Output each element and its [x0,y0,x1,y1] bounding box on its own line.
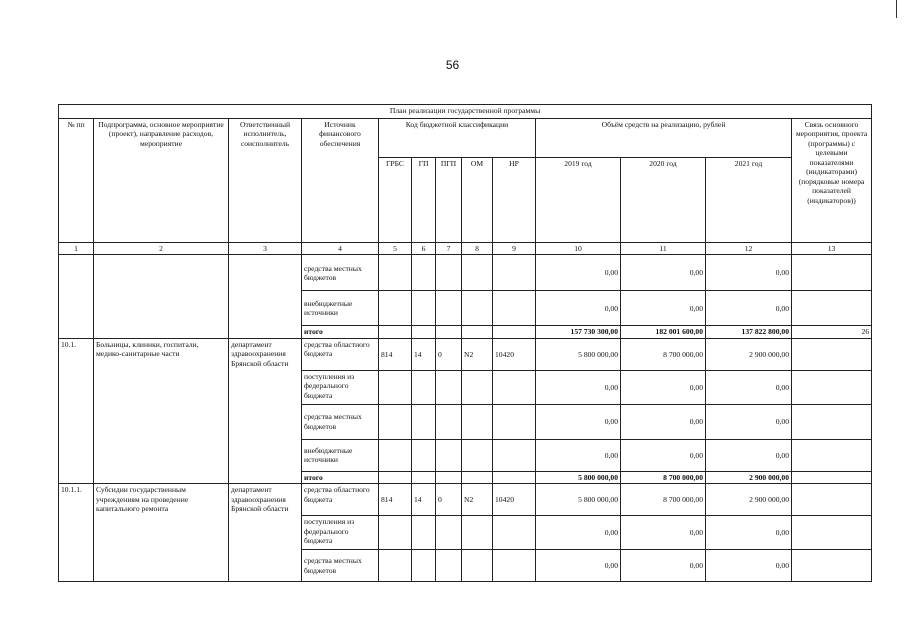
pgp-cell: 0 [436,338,462,370]
total-2021: 2 900 000,00 [706,471,792,483]
value-2020: 0,00 [621,291,706,326]
header-grbs: ГРБС [379,158,412,243]
value-2019: 0,00 [536,550,621,582]
row-name-cell: Субсидии государственным учреждениям на проведение капитального ремонта [94,484,229,582]
source-cell: средства областного бюджета [302,484,379,516]
source-cell: внебюджетные источники [302,291,379,326]
value-2020: 0,00 [621,550,706,582]
value-2019: 0,00 [536,370,621,404]
value-2020: 0,00 [621,255,706,291]
om-cell: N2 [462,484,493,516]
source-cell: внебюджетные источники [302,439,379,471]
om-cell: N2 [462,338,493,370]
value-2020: 0,00 [621,370,706,404]
source-cell: итого [302,471,379,483]
row-name-cell: Больницы, клиники, госпитали, медико-санитарные части [94,338,229,483]
nr-cell: 10420 [493,484,536,516]
page-edge-mark [896,0,897,18]
value-2020: 8 700 000,00 [621,484,706,516]
row-executor-cell [229,255,302,338]
table-row [59,484,872,516]
table-row [59,255,872,291]
pgp-cell: 0 [436,484,462,516]
value-2021: 2 900 000,00 [706,338,792,370]
header-pgp: ПГП [436,158,462,243]
col-number: 6 [412,243,436,255]
col-number: 4 [302,243,379,255]
table-row [59,338,872,370]
grbs-cell: 814 [379,338,412,370]
source-cell: средства местных бюджетов [302,550,379,582]
header-2021: 2021 год [706,158,792,243]
col-number: 13 [792,243,872,255]
col-number: 7 [436,243,462,255]
col-number: 2 [94,243,229,255]
page-number: 56 [445,58,460,72]
value-2019: 0,00 [536,255,621,291]
col-number: 1 [59,243,94,255]
row-executor-cell: департамент здравоохранения Брянской области [229,338,302,483]
source-cell: поступления из федерального бюджета [302,370,379,404]
gp-cell: 14 [412,484,436,516]
value-2019: 0,00 [536,439,621,471]
value-2019: 0,00 [536,404,621,439]
col-number: 10 [536,243,621,255]
header-2019: 2019 год [536,158,621,243]
header-om: ОМ [462,158,493,243]
value-2021: 0,00 [706,550,792,582]
value-2021: 0,00 [706,370,792,404]
header-num: № пп [59,119,94,243]
value-2019: 5 800 000,00 [536,484,621,516]
header-source: Источник финансового обеспечения [302,119,379,243]
header-2020: 2020 год [621,158,706,243]
row-name-cell [94,255,229,338]
value-2019: 0,00 [536,291,621,326]
source-cell: средства областного бюджета [302,338,379,370]
value-2020: 0,00 [621,516,706,550]
gp-cell: 14 [412,338,436,370]
column-number-row [59,243,872,255]
source-cell: итого [302,326,379,338]
nr-cell: 10420 [493,338,536,370]
value-2021: 0,00 [706,404,792,439]
value-2019: 0,00 [536,516,621,550]
header-nr: НР [493,158,536,243]
header-budget-code: Код бюджетной классификации [379,119,536,158]
source-cell: поступления из федерального бюджета [302,516,379,550]
value-2021: 0,00 [706,439,792,471]
row-num-cell: 10.1. [59,338,94,483]
table-title: План реализации государственной программы [59,105,872,119]
col-number: 9 [493,243,536,255]
total-2020: 182 001 600,00 [621,326,706,338]
header-volume: Объём средств на реализацию, рублей [536,119,792,158]
row-executor-cell: департамент здравоохранения Брянской области [229,484,302,582]
col-number: 8 [462,243,493,255]
total-2021: 137 822 800,00 [706,326,792,338]
total-2020: 8 700 000,00 [621,471,706,483]
col-number: 3 [229,243,302,255]
value-2019: 5 800 000,00 [536,338,621,370]
value-2021: 0,00 [706,291,792,326]
header-executor: Ответственный исполнитель, соисполнитель [229,119,302,243]
value-2021: 0,00 [706,516,792,550]
row-num-cell: 10.1.1. [59,484,94,582]
source-cell: средства местных бюджетов [302,255,379,291]
grbs-cell: 814 [379,484,412,516]
row-num-cell [59,255,94,338]
total-2019: 157 730 300,00 [536,326,621,338]
value-2021: 0,00 [706,255,792,291]
value-2021: 2 900 000,00 [706,484,792,516]
value-2020: 0,00 [621,439,706,471]
header-gp: ГП [412,158,436,243]
value-2020: 0,00 [621,404,706,439]
col-number: 5 [379,243,412,255]
indicator-link: 26 [792,326,872,338]
header-subprogram: Подпрограмма, основное мероприятие (проект), направление расходов, мероприятие [94,119,229,243]
source-cell: средства местных бюджетов [302,404,379,439]
value-2020: 8 700 000,00 [621,338,706,370]
plan-table [58,104,872,582]
header-link: Связь основного мероприятия, проекта (программы) с целевыми показателями (индикаторами) (порядковые номера показателей (индикаторов)) [792,119,872,243]
total-2019: 5 800 000,00 [536,471,621,483]
col-number: 11 [621,243,706,255]
col-number: 12 [706,243,792,255]
